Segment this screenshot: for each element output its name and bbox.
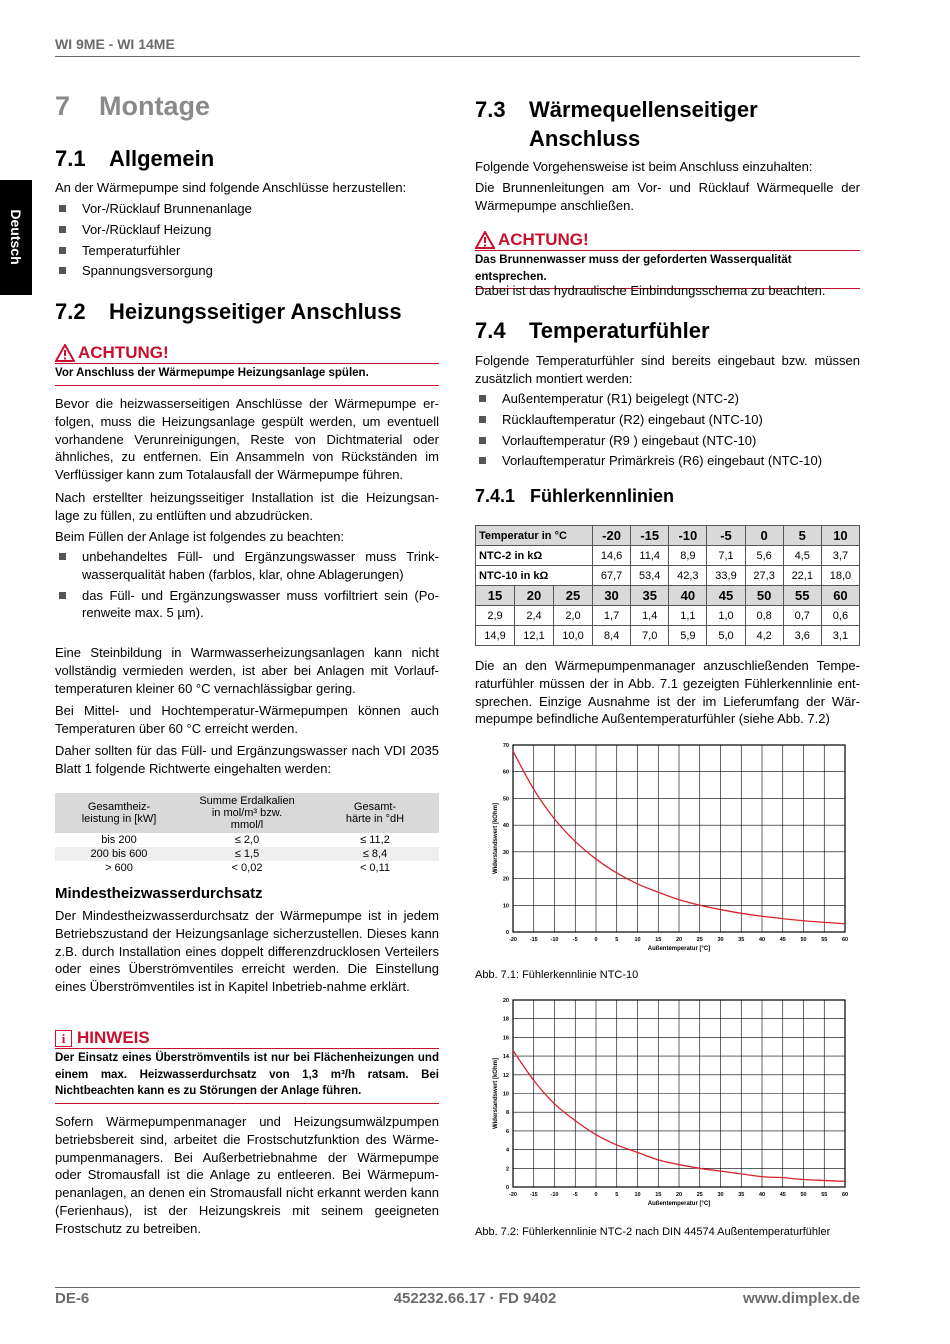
table-cell: < 0,11 <box>359 862 391 874</box>
table-cell: 0,8 <box>745 606 783 626</box>
list-item: das Füll- und Ergänzungswasser muss vorfiltriert sein (Po-renweite max. 5 µm). <box>55 587 439 623</box>
table-cell: -5 <box>707 526 745 546</box>
table-header-cell: Gesamt- härte in °dH <box>311 793 439 833</box>
warning-text: Vor Anschluss der Wärmepumpe Heizungsanlage spülen. <box>55 367 369 379</box>
section-number: 7.3 <box>475 97 506 122</box>
table-cell: 27,3 <box>745 566 783 586</box>
table-cell: 55 <box>783 586 821 606</box>
x-tick-label: -20 <box>509 937 517 943</box>
y-tick-label: 60 <box>502 769 509 776</box>
water-quality-table <box>55 793 439 875</box>
x-tick-label: 5 <box>615 1192 619 1198</box>
x-tick-label: 50 <box>800 937 807 943</box>
table-cell: 0,6 <box>821 606 859 626</box>
x-tick-label: 25 <box>696 937 703 943</box>
table-cell: 14,9 <box>476 626 515 646</box>
table-cell: 3,7 <box>821 546 859 566</box>
x-tick-label: 40 <box>758 1192 766 1198</box>
y-tick-label: 30 <box>502 849 509 856</box>
ntc2-chart <box>475 990 860 1215</box>
warning-title: ACHTUNG! <box>498 230 589 249</box>
table-cell: 5,6 <box>745 546 783 566</box>
language-side-tab <box>0 180 32 295</box>
table-cell: ≤ 8,4 <box>311 847 439 861</box>
table-cell: 35 <box>631 586 669 606</box>
list-item: Spannungsversorgung <box>55 262 439 280</box>
document-header-title: WI 9ME - WI 14ME <box>55 36 175 52</box>
table-row <box>55 861 439 875</box>
table-cell: 5 <box>783 526 821 546</box>
table-cell: 12,1 <box>515 626 554 646</box>
warning-box-7-3 <box>475 230 860 289</box>
x-tick-label: -15 <box>529 1192 538 1198</box>
table-cell: 2,0 <box>554 606 593 626</box>
x-tick-label: 60 <box>841 1192 849 1198</box>
header-rule <box>55 56 860 57</box>
table-cell: 30 <box>593 586 631 606</box>
x-tick-label: 30 <box>717 937 724 943</box>
list-item: Außentemperatur (R1) beigelegt (NTC-2) <box>475 390 860 408</box>
section-title: Wärmequellenseitiger Anschluss <box>529 97 758 151</box>
table-cell: 3,1 <box>821 626 859 646</box>
table-cell: 20 <box>515 586 554 606</box>
page-number: DE-6 <box>55 1290 90 1307</box>
y-tick-label: 10 <box>502 1091 509 1098</box>
paragraph: Beim Füllen der Anlage ist folgendes zu beachten: <box>55 529 345 544</box>
table-cell: 8,9 <box>669 546 707 566</box>
table-cell: 0 <box>745 526 783 546</box>
y-axis-label: Widerstandswert [kOhm] <box>493 1058 499 1129</box>
table-cell: 7,0 <box>631 626 669 646</box>
table-cell: bis 200 <box>101 834 137 846</box>
ntc10-chart <box>475 735 860 960</box>
paragraph: Bevor die heizwasserseitigen Anschlüsse der Wärmepumpe er-folgen, muss die Heizungsanlage gespült werden, um eventuell vorhandene Verunreinigungen, Reste von Dichtmaterial oder ähnliches, zu entfernen. Ein Ansammeln von Rückständen im Verflüssiger kann zum Totalausfall der Wärmepumpe führen. <box>55 396 439 483</box>
y-tick-label: 14 <box>502 1054 509 1061</box>
figure-caption-7-2: Abb. 7.2: Fühlerkennlinie NTC-2 nach DIN 44574 Außentemperaturfühler <box>475 1226 831 1238</box>
table-cell: 1,0 <box>707 606 745 626</box>
y-tick-label: 4 <box>505 1147 509 1154</box>
paragraph: Bei Mittel- und Hochtemperatur-Wärmepumpen können auch Temperaturen über 60 °C erreicht werden. <box>55 703 439 736</box>
y-tick-label: 8 <box>505 1110 509 1117</box>
table-cell: ≤ 2,0 <box>234 834 260 846</box>
x-tick-label: 35 <box>738 1192 745 1198</box>
table-cell: -20 <box>593 526 631 546</box>
section-number: 7.2 <box>55 299 86 324</box>
sensor-characteristics-table <box>475 525 860 646</box>
table-cell: 10 <box>821 526 859 546</box>
section-title: Temperaturfühler <box>529 318 710 343</box>
y-tick-label: 20 <box>502 876 509 883</box>
section-number: 7.4 <box>475 318 506 343</box>
y-tick-label: 10 <box>502 903 509 910</box>
table-cell: 67,7 <box>593 566 631 586</box>
warning-icon <box>475 231 495 249</box>
y-tick-label: 0 <box>505 930 509 936</box>
table-cell: 2,9 <box>476 606 515 626</box>
table-header-cell: Gesamtheiz- leistung in [kW] <box>55 793 183 833</box>
x-tick-label: 0 <box>594 937 598 943</box>
y-tick-label: 70 <box>502 743 509 749</box>
list-item: Vorlauftemperatur Primärkreis (R6) eingebaut (NTC-10) <box>475 452 860 470</box>
table-cell: 1,4 <box>631 606 669 626</box>
table-cell: 200 bis 600 <box>55 847 183 861</box>
warning-text: Das Brunnenwasser muss der geforderten Wasserqualität entsprechen. <box>475 254 792 283</box>
table-row <box>476 586 860 606</box>
warning-box-7-2 <box>55 343 439 386</box>
x-tick-label: 25 <box>696 1192 703 1198</box>
y-tick-label: 16 <box>502 1035 509 1042</box>
section-number: 7.1 <box>55 146 86 171</box>
table-cell: 45 <box>707 586 745 606</box>
table-cell: 5,0 <box>707 626 745 646</box>
note-box <box>55 1028 439 1104</box>
x-tick-label: 20 <box>675 937 683 943</box>
table-cell: ≤ 11,2 <box>360 834 390 846</box>
bullet-list-7-4 <box>475 390 860 470</box>
x-tick-label: -5 <box>572 937 578 943</box>
list-item: Temperaturfühler <box>55 242 439 260</box>
chapter-title: Montage <box>99 91 210 121</box>
table-cell: 40 <box>669 586 707 606</box>
table-cell: 22,1 <box>783 566 821 586</box>
paragraph: Dabei ist das hydraulische Einbindungsschema zu beachten. <box>475 283 826 298</box>
table-cell: 0,7 <box>783 606 821 626</box>
table-cell: 2,4 <box>515 606 554 626</box>
table-cell: 4,5 <box>783 546 821 566</box>
table-cell: 11,4 <box>631 546 669 566</box>
table-cell: < 0,02 <box>231 862 263 874</box>
x-tick-label: 15 <box>655 1192 662 1198</box>
table-cell: 60 <box>821 586 859 606</box>
y-tick-label: 18 <box>502 1016 509 1023</box>
x-tick-label: -10 <box>550 937 559 943</box>
table-cell: 10,0 <box>554 626 593 646</box>
table-row <box>476 566 860 586</box>
y-tick-label: 20 <box>502 998 509 1004</box>
x-tick-label: 30 <box>717 1192 724 1198</box>
section-heading-7-2 <box>55 299 402 325</box>
paragraph: Die Brunnenleitungen am Vor- und Rücklauf Wärmequelle der Wärmepumpe anschließen. <box>475 180 860 213</box>
paragraph: Folgende Vorgehensweise ist beim Anschluss einzuhalten: <box>475 159 813 174</box>
x-tick-label: 10 <box>634 937 641 943</box>
section-heading-7-4 <box>475 318 710 344</box>
table-cell: -10 <box>669 526 707 546</box>
table-header-cell: NTC-2 in kΩ <box>476 546 593 566</box>
list-item: unbehandeltes Füll- und Ergänzungswasser muss Trink-wasserqualität haben (farblos, klar, ohne Ablagerungen) <box>55 548 439 584</box>
bullet-list-7-2 <box>55 548 439 622</box>
table-cell: ≤ 1,5 <box>183 847 311 861</box>
table-header-row <box>55 793 439 833</box>
footer-rule <box>55 1287 860 1288</box>
paragraph: Sofern Wärmepumpenmanager und Heizungsumwälzpumpen betriebsbereit sind, arbeitet die Frostschutzfunktion des Wärme-pumpenmanagers. Bei Außerbetriebnahme der Wärmepumpe oder Stromausfall ist die Anlage zu entleeren. Bei Wärmepum-penanlagen, an denen ein Stromausfall nicht erkannt werden kann (Ferienhaus), ist der Heizungskreis mit seinem geeigneten Frostschutz zu betreiben. <box>55 1114 439 1236</box>
subsection-heading-7-4-1: 7.4.1 Fühlerkennlinien <box>475 486 675 506</box>
paragraph: Folgende Temperaturfühler sind bereits eingebaut bzw. müssen zusätzlich montiert werden: <box>475 353 860 386</box>
table-row <box>55 833 439 847</box>
table-cell: -15 <box>631 526 669 546</box>
x-tick-label: 35 <box>738 937 745 943</box>
chapter-heading <box>55 91 210 122</box>
table-cell: 1,1 <box>669 606 707 626</box>
x-tick-label: 50 <box>800 1192 807 1198</box>
x-tick-label: 60 <box>841 937 849 943</box>
section-heading-7-3 <box>475 95 758 153</box>
table-header-cell: NTC-10 in kΩ <box>476 566 593 586</box>
section-heading-7-1 <box>55 146 214 172</box>
table-row <box>476 626 860 646</box>
figure-caption-7-1: Abb. 7.1: Fühlerkennlinie NTC-10 <box>475 969 639 981</box>
bullet-list-7-1 <box>55 200 439 280</box>
table-row <box>476 546 860 566</box>
section-title: Allgemein <box>109 146 215 171</box>
x-tick-label: 5 <box>615 937 619 943</box>
table-cell: 3,6 <box>783 626 821 646</box>
y-tick-label: 6 <box>505 1128 509 1135</box>
paragraph: Die an den Wärmepumpenmanager anzuschließenden Tempe-raturfühler müssen der in Abb. 7.1 gezeigten Fühlerkennlinie ent-sprechen. Einzige Ausnahme ist der im Lieferumfang der Wär-mepumpe befindliche Außentemperaturfühler (siehe Abb. 7.2) <box>475 658 860 727</box>
table-header-cell: Summe Erdalkalien in mol/m³ bzw. mmol/l <box>183 793 311 833</box>
table-row <box>476 606 860 626</box>
paragraph: Der Mindestheizwasserdurchsatz der Wärmepumpe ist in jedem Betriebszustand der Heizungsanlage sicherzustellen. Dieses kann z.B. durch Installation eines doppelt differenzdrucklosen Verteilers oder eines Überströmventiles erreicht werden. Die Einstellung eines Überströmventiles ist in Kapitel Inbetrieb-nahme erklärt. <box>55 908 439 995</box>
x-tick-label: 55 <box>821 937 828 943</box>
subheading-mindestheizwasserdurchsatz: Mindestheizwasserdurchsatz <box>55 885 263 902</box>
table-header-cell: Temperatur in °C <box>476 526 593 546</box>
note-title: HINWEIS <box>77 1028 150 1047</box>
paragraph: An der Wärmepumpe sind folgende Anschlüsse herzustellen: <box>55 180 407 195</box>
y-tick-label: 12 <box>502 1072 509 1079</box>
x-tick-label: 45 <box>779 937 786 943</box>
x-tick-label: -20 <box>509 1192 517 1198</box>
x-axis-label: Außentemperatur [°C] <box>647 1201 711 1207</box>
y-axis-label: Widerstandswert [kOhm] <box>493 803 499 874</box>
table-cell: 18,0 <box>821 566 859 586</box>
list-item: Vorlauftemperatur (R9 ) eingebaut (NTC-10) <box>475 432 860 450</box>
y-tick-label: 2 <box>505 1166 509 1173</box>
table-cell: 15 <box>476 586 515 606</box>
x-tick-label: 20 <box>675 1192 683 1198</box>
paragraph: Eine Steinbildung in Warmwasserheizungsanlagen kann nicht vollständig vermieden werden, ist aber bei Anlagen mit Vorlauf-temperaturen kleiner 60 °C vernachlässigbar gering. <box>55 645 439 696</box>
table-cell: 14,6 <box>593 546 631 566</box>
table-cell: 5,9 <box>669 626 707 646</box>
chapter-number: 7 <box>55 91 71 121</box>
table-cell: 25 <box>554 586 593 606</box>
info-icon: i <box>55 1030 72 1047</box>
table-cell: 1,7 <box>593 606 631 626</box>
x-axis-label: Außentemperatur [°C] <box>647 946 711 952</box>
table-cell: 7,1 <box>707 546 745 566</box>
x-tick-label: -15 <box>529 937 538 943</box>
x-tick-label: 45 <box>779 1192 786 1198</box>
note-text: Der Einsatz eines Überströmventils ist nur bei Flächenheizungen und einem max. Heizwasserdurchsatz von 1,3 m³/h ratsam. Bei Nichtbeachten kann es zu Störungen der Anlage führen. <box>55 1052 439 1097</box>
x-tick-label: 55 <box>821 1192 828 1198</box>
section-title: Heizungsseitiger Anschluss <box>109 299 402 324</box>
table-cell: 53,4 <box>631 566 669 586</box>
document-number: 452232.66.17 · FD 9402 <box>393 1290 557 1307</box>
table-cell: 42,3 <box>669 566 707 586</box>
side-tab-label: Deutsch <box>8 209 24 265</box>
x-tick-label: -10 <box>550 1192 559 1198</box>
list-item: Vor-/Rücklauf Heizung <box>55 221 439 239</box>
table-cell: 33,9 <box>707 566 745 586</box>
website-link[interactable]: www.dimplex.de <box>743 1290 860 1307</box>
y-tick-label: 40 <box>502 823 509 830</box>
table-row <box>476 526 860 546</box>
x-tick-label: 0 <box>594 1192 598 1198</box>
list-item: Rücklauftemperatur (R2) eingebaut (NTC-10) <box>475 411 860 429</box>
paragraph: Nach erstellter heizungsseitiger Installation ist die Heizungsan-lage zu füllen, zu entlüften und abzudrücken. <box>55 490 439 523</box>
table-cell: 50 <box>745 586 783 606</box>
table-row <box>55 847 439 861</box>
table-cell: 4,2 <box>745 626 783 646</box>
table-cell: > 600 <box>105 862 133 874</box>
paragraph: Daher sollten für das Füll- und Ergänzungswasser nach VDI 2035 Blatt 1 folgende Richtwerte eingehalten werden: <box>55 743 439 776</box>
x-tick-label: -5 <box>572 1192 578 1198</box>
list-item: Vor-/Rücklauf Brunnenanlage <box>55 200 439 218</box>
table-cell: 8,4 <box>593 626 631 646</box>
x-tick-label: 40 <box>758 937 766 943</box>
y-tick-label: 0 <box>505 1185 509 1191</box>
warning-icon <box>55 344 75 362</box>
x-tick-label: 15 <box>655 937 662 943</box>
y-tick-label: 50 <box>502 796 509 803</box>
x-tick-label: 10 <box>634 1192 641 1198</box>
warning-title: ACHTUNG! <box>78 343 169 362</box>
